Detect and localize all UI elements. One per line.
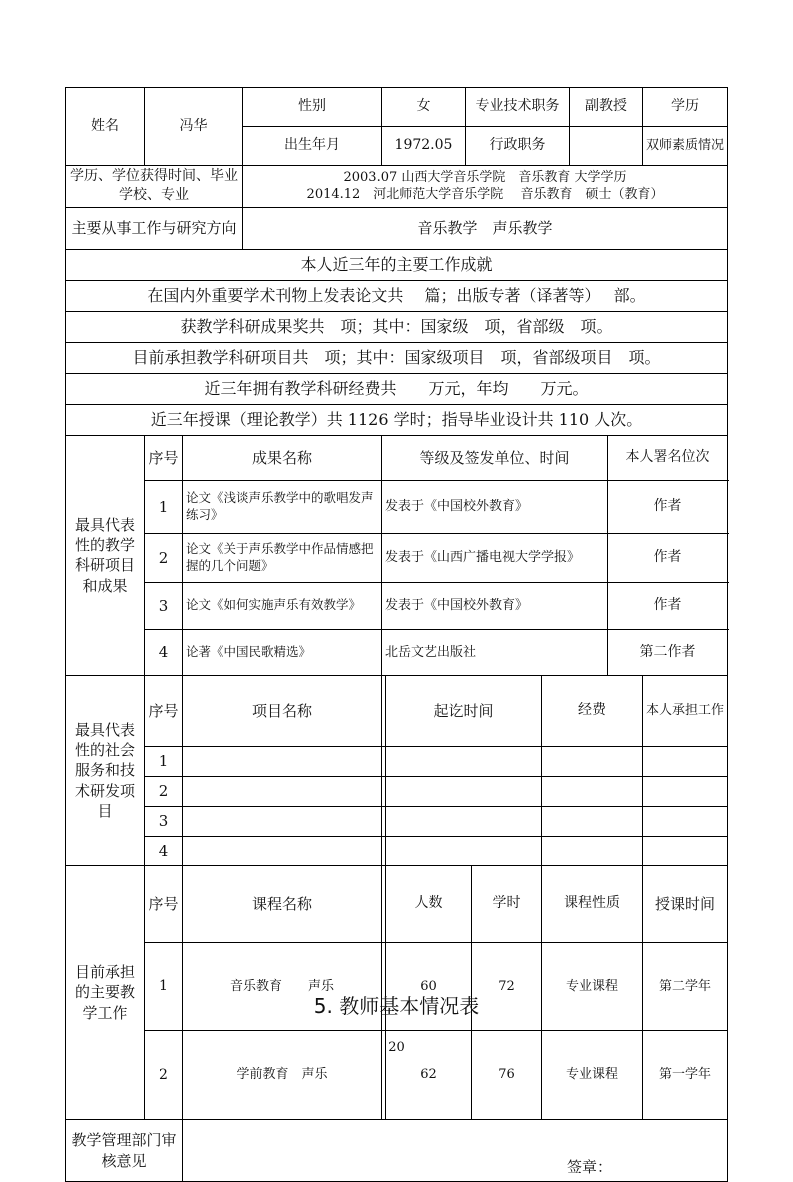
degree-label: 学历、学位获得时间、毕业学校、专业: [66, 165, 243, 207]
achievement-line: 获教学科研成果奖共 项；其中：国家级 项，省部级 项。: [66, 311, 728, 342]
signature-label: 签章：: [567, 1157, 613, 1176]
row-no: 2: [145, 533, 183, 582]
rep-research-label: 最具代表性的教学科研项目和成果: [66, 435, 145, 675]
col-header-funds: 经费: [542, 675, 643, 746]
row-no: 1: [145, 942, 183, 1031]
course-name: 音乐教育 声乐: [183, 942, 382, 1031]
dual-label: 双师素质情况: [643, 126, 728, 165]
col-header-nature: 课程性质: [542, 865, 643, 942]
table-caption: 5. 教师基本情况表: [313, 994, 480, 1018]
col-header-no: 序号: [145, 675, 183, 746]
achievement-unit: 发表于《中国校外教育》: [382, 480, 608, 533]
row-no: 2: [145, 1031, 183, 1120]
page-number: 20: [388, 1040, 405, 1055]
row-no: 4: [145, 836, 183, 865]
achievement-name: 论著《中国民歌精选》: [183, 629, 382, 675]
achievement-rank: 作者: [608, 582, 728, 629]
col-header-no: 序号: [145, 865, 183, 942]
edu-label: 学历: [643, 88, 728, 127]
row-no: 1: [145, 480, 183, 533]
research-value: 音乐教学 声乐教学: [243, 207, 728, 249]
birth-value: 1972.05: [382, 126, 466, 165]
col-header-name: 成果名称: [183, 435, 382, 480]
name-value: 冯华: [145, 88, 243, 166]
row-no: 2: [145, 776, 183, 806]
col-header-target: [382, 865, 386, 942]
birth-label: 出生年月: [243, 126, 382, 165]
col-header-unit: 等级及签发单位、时间: [382, 435, 608, 480]
achievement-line: 目前承担教学科研项目共 项；其中：国家级项目 项，省部级项目 项。: [66, 342, 728, 373]
admin-value: [570, 126, 643, 165]
achievement-name: 论文《浅谈声乐教学中的歌唱发声练习》: [183, 480, 382, 533]
title-label: 专业技术职务: [466, 88, 570, 127]
course-name: 学前教育 声乐: [183, 1031, 382, 1120]
achievements-heading: 本人近三年的主要工作成就: [66, 249, 728, 280]
course-nature: 专业课程: [542, 1031, 643, 1120]
col-header-course: 课程名称: [183, 865, 382, 942]
course-hours: 76: [472, 1031, 542, 1120]
col-header-hours: 学时: [472, 865, 542, 942]
achievement-rank: 作者: [608, 480, 728, 533]
name-label: 姓名: [66, 88, 145, 166]
teaching-label: 目前承担的主要教学工作: [66, 865, 145, 1119]
review-area: [183, 1120, 728, 1182]
row-no: 1: [145, 746, 183, 776]
col-header-period: 起讫时间: [386, 675, 542, 746]
course-hours: 72: [472, 942, 542, 1031]
achievement-name: 论文《关于声乐教学中作品情感把握的几个问题》: [183, 533, 382, 582]
col-header-no: 序号: [145, 435, 183, 480]
achievement-line: 近三年授课（理论教学）共 1126 学时；指导毕业设计共 110 人次。: [66, 404, 728, 435]
degree-line-1: 2003.07 山西大学音乐学院 音乐教育 大学学历: [343, 169, 627, 185]
achievement-line: 在国内外重要学术刊物上发表论文共 篇；出版专著（译著等） 部。: [66, 280, 728, 311]
col-header-source: [382, 675, 386, 746]
gender-label: 性别: [243, 88, 382, 127]
achievement-unit: 发表于《山西广播电视大学学报》: [382, 533, 608, 582]
degree-line-2: 2014.12 河北师范大学音乐学院 音乐教育 硕士（教育）: [306, 187, 664, 203]
row-no: 4: [145, 629, 183, 675]
admin-label: 行政职务: [466, 126, 570, 165]
rep-service-label: 最具代表性的社会服务和技术研发项目: [66, 675, 145, 865]
achievement-rank: 第二作者: [608, 629, 728, 675]
research-label: 主要从事工作与研究方向: [66, 207, 243, 249]
course-count: 60: [386, 942, 472, 1031]
achievement-unit: 发表于《中国校外教育》: [382, 582, 608, 629]
row-no: 3: [145, 806, 183, 836]
achievement-line: 近三年拥有教学科研经费共 万元，年均 万元。: [66, 373, 728, 404]
gender-value: 女: [382, 88, 466, 127]
review-label: 教学管理部门审核意见: [66, 1120, 183, 1182]
col-header-project: 项目名称: [183, 675, 382, 746]
achievement-unit: 北岳文艺出版社: [382, 629, 608, 675]
col-header-time: 授课时间: [643, 865, 728, 942]
course-time: 第一学年: [643, 1031, 728, 1120]
col-header-rank: 本人署名位次: [608, 435, 728, 480]
degree-value: [243, 165, 728, 207]
col-header-role: 本人承担工作: [643, 675, 728, 746]
course-count: 62: [386, 1031, 472, 1120]
achievement-name: 论文《如何实施声乐有效教学》: [183, 582, 382, 629]
title-value: 副教授: [570, 88, 643, 127]
achievement-rank: 作者: [608, 533, 728, 582]
row-no: 3: [145, 582, 183, 629]
course-time: 第二学年: [643, 942, 728, 1031]
col-header-count: 人数: [386, 865, 472, 942]
course-nature: 专业课程: [542, 942, 643, 1031]
